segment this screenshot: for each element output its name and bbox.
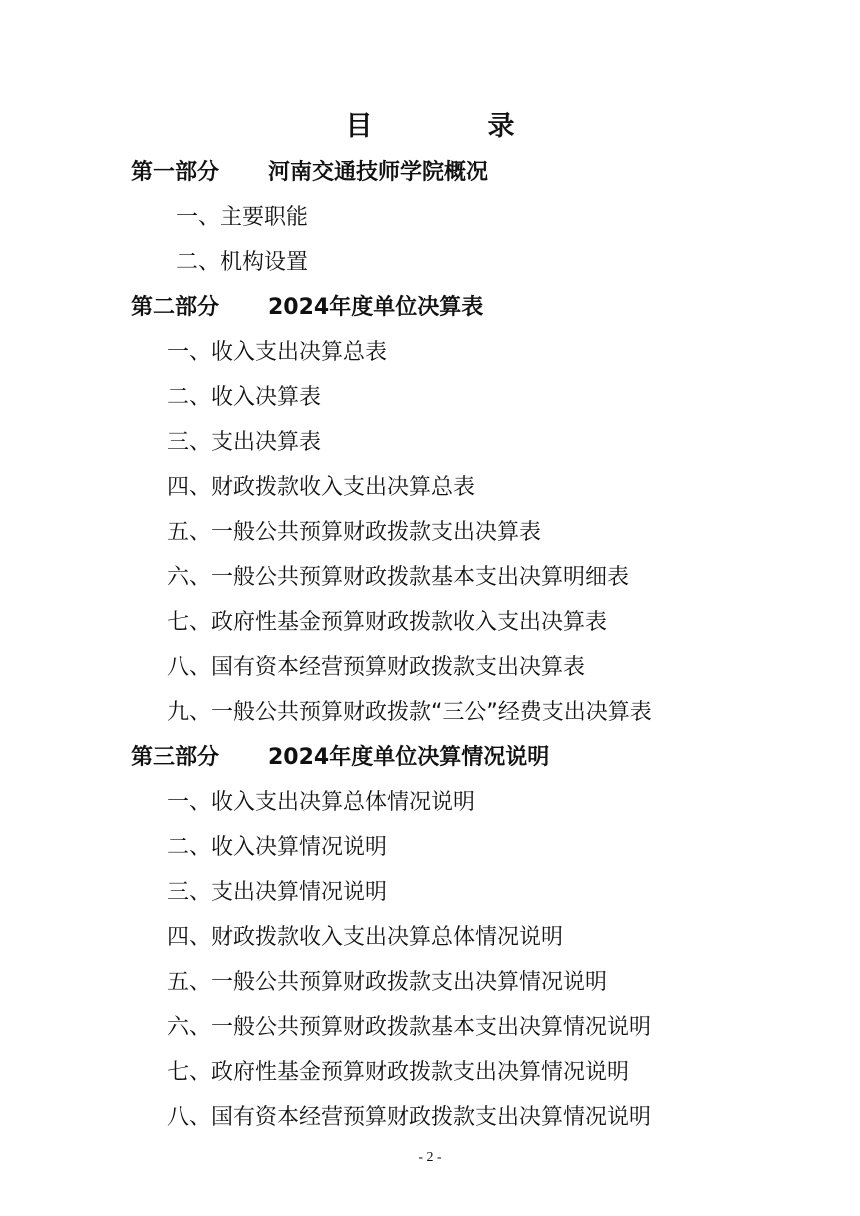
toc-item[interactable]: 五、一般公共预算财政拨款支出决算表 bbox=[167, 520, 542, 545]
page-number: - 2 - bbox=[418, 1150, 442, 1165]
toc-item[interactable]: 四、财政拨款收入支出决算总表 bbox=[167, 475, 476, 500]
part-name: 2024年度单位决算情况说明 bbox=[268, 745, 550, 770]
part-label: 第三部分 bbox=[131, 745, 220, 770]
table-of-contents bbox=[0, 150, 860, 1140]
toc-item[interactable]: 八、国有资本经营预算财政拨款支出决算情况说明 bbox=[167, 1105, 652, 1130]
toc-item[interactable]: 二、机构设置 bbox=[176, 250, 309, 275]
toc-item[interactable]: 九、一般公共预算财政拨款“三公”经费支出决算表 bbox=[167, 700, 652, 725]
toc-title: 目 录 bbox=[345, 111, 559, 142]
part-label: 第一部分 bbox=[131, 160, 220, 185]
part-label: 第二部分 bbox=[131, 295, 220, 320]
toc-item[interactable]: 五、一般公共预算财政拨款支出决算情况说明 bbox=[167, 970, 608, 995]
toc-item[interactable]: 八、国有资本经营预算财政拨款支出决算表 bbox=[167, 655, 586, 680]
toc-item[interactable]: 七、政府性基金预算财政拨款收入支出决算表 bbox=[167, 610, 608, 635]
toc-item[interactable]: 二、收入决算情况说明 bbox=[167, 835, 388, 860]
toc-item[interactable]: 七、政府性基金预算财政拨款支出决算情况说明 bbox=[167, 1060, 630, 1085]
toc-item[interactable]: 六、一般公共预算财政拨款基本支出决算情况说明 bbox=[167, 1015, 652, 1040]
toc-item[interactable]: 四、财政拨款收入支出决算总体情况说明 bbox=[167, 925, 564, 950]
toc-item[interactable]: 六、一般公共预算财政拨款基本支出决算明细表 bbox=[167, 565, 630, 590]
part-name: 河南交通技师学院概况 bbox=[268, 160, 489, 185]
toc-item[interactable]: 三、支出决算情况说明 bbox=[167, 880, 388, 905]
toc-part-2[interactable] bbox=[0, 285, 860, 330]
toc-item[interactable]: 三、支出决算表 bbox=[167, 430, 322, 455]
toc-part-1[interactable] bbox=[0, 150, 860, 195]
part-name: 2024年度单位决算表 bbox=[268, 295, 484, 320]
toc-item[interactable]: 一、主要职能 bbox=[176, 205, 309, 230]
toc-item[interactable]: 一、收入支出决算总体情况说明 bbox=[167, 790, 476, 815]
toc-item[interactable]: 二、收入决算表 bbox=[167, 385, 322, 410]
toc-item[interactable]: 一、收入支出决算总表 bbox=[167, 340, 388, 365]
toc-part-3[interactable] bbox=[0, 735, 860, 780]
